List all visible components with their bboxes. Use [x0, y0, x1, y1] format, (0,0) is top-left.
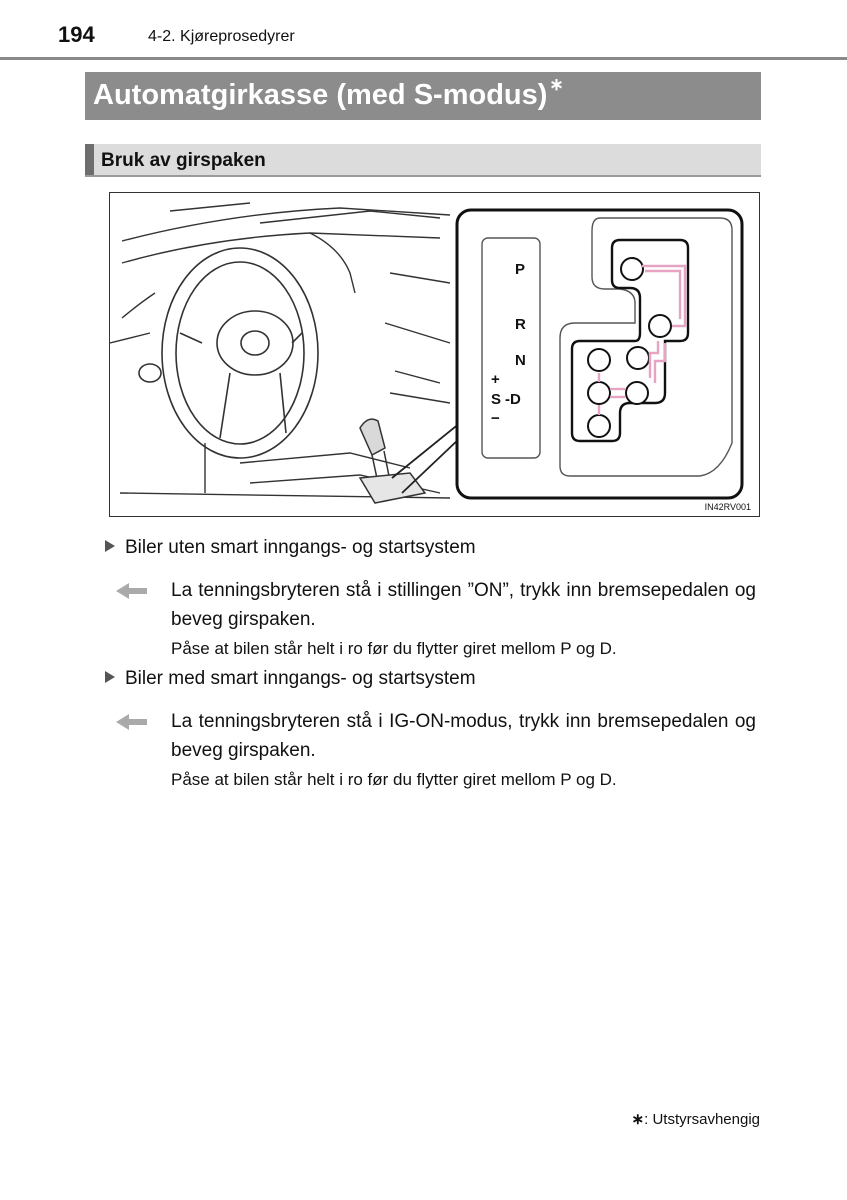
subtitle-text: Bruk av girspaken: [101, 150, 266, 171]
gear-lever-illustration: [109, 192, 760, 517]
section-heading-2: [105, 668, 476, 690]
gear-stick: [360, 419, 425, 503]
section-heading-text: Biler med smart inngangs- og startsystem: [125, 668, 476, 689]
footnote: [632, 1110, 760, 1128]
illustration-drawing: [110, 193, 761, 518]
step-text: La tenningsbryteren stå i stillingen ”ON”, trykk inn bremsepedalen og beveg girspaken.: [171, 580, 756, 630]
subtitle-bar: [85, 144, 761, 177]
header-rule: [0, 57, 847, 60]
title-bar: [85, 72, 761, 120]
page-number: 194: [58, 22, 95, 47]
steering-wheel: [139, 248, 318, 458]
step-arrow-icon: [116, 582, 148, 600]
gear-n-label: N: [515, 352, 526, 369]
note-text: Påse at bilen står helt i ro før du flytter giret mellom P og D.: [171, 639, 617, 658]
title-asterisk: ∗: [549, 75, 564, 94]
triangle-bullet-icon: [105, 671, 115, 683]
footnote-asterisk: ∗: [631, 1111, 645, 1128]
figure-code: IN42RV001: [704, 502, 751, 512]
gear-r-label: R: [515, 316, 526, 333]
gear-p-label: P: [515, 261, 526, 278]
step-arrow-icon: [116, 713, 148, 731]
section-heading-text: Biler uten smart inngangs- og startsystem: [125, 537, 476, 558]
triangle-bullet-icon: [105, 540, 115, 552]
gear-minus-label: −: [491, 410, 500, 427]
step-text: La tenningsbryteren stå i IG-ON-modus, trykk inn bremsepedalen og beveg girspaken.: [171, 711, 756, 761]
page-title-text: Automatgirkasse (med S-modus): [93, 79, 548, 111]
gear-s-label: S: [491, 391, 502, 408]
section-heading-1: [105, 537, 476, 559]
gear-d-label: -D: [505, 391, 521, 408]
page-title: [93, 75, 564, 112]
dashboard-outline: [110, 203, 450, 498]
subtitle-accent: [85, 144, 94, 175]
footnote-text: : Utstyrsavhengig: [644, 1111, 760, 1128]
note-text: Påse at bilen står helt i ro før du flytter giret mellom P og D.: [171, 770, 617, 789]
gear-plus-label: +: [491, 371, 500, 388]
section-label: 4-2. Kjøreprosedyrer: [148, 28, 295, 45]
